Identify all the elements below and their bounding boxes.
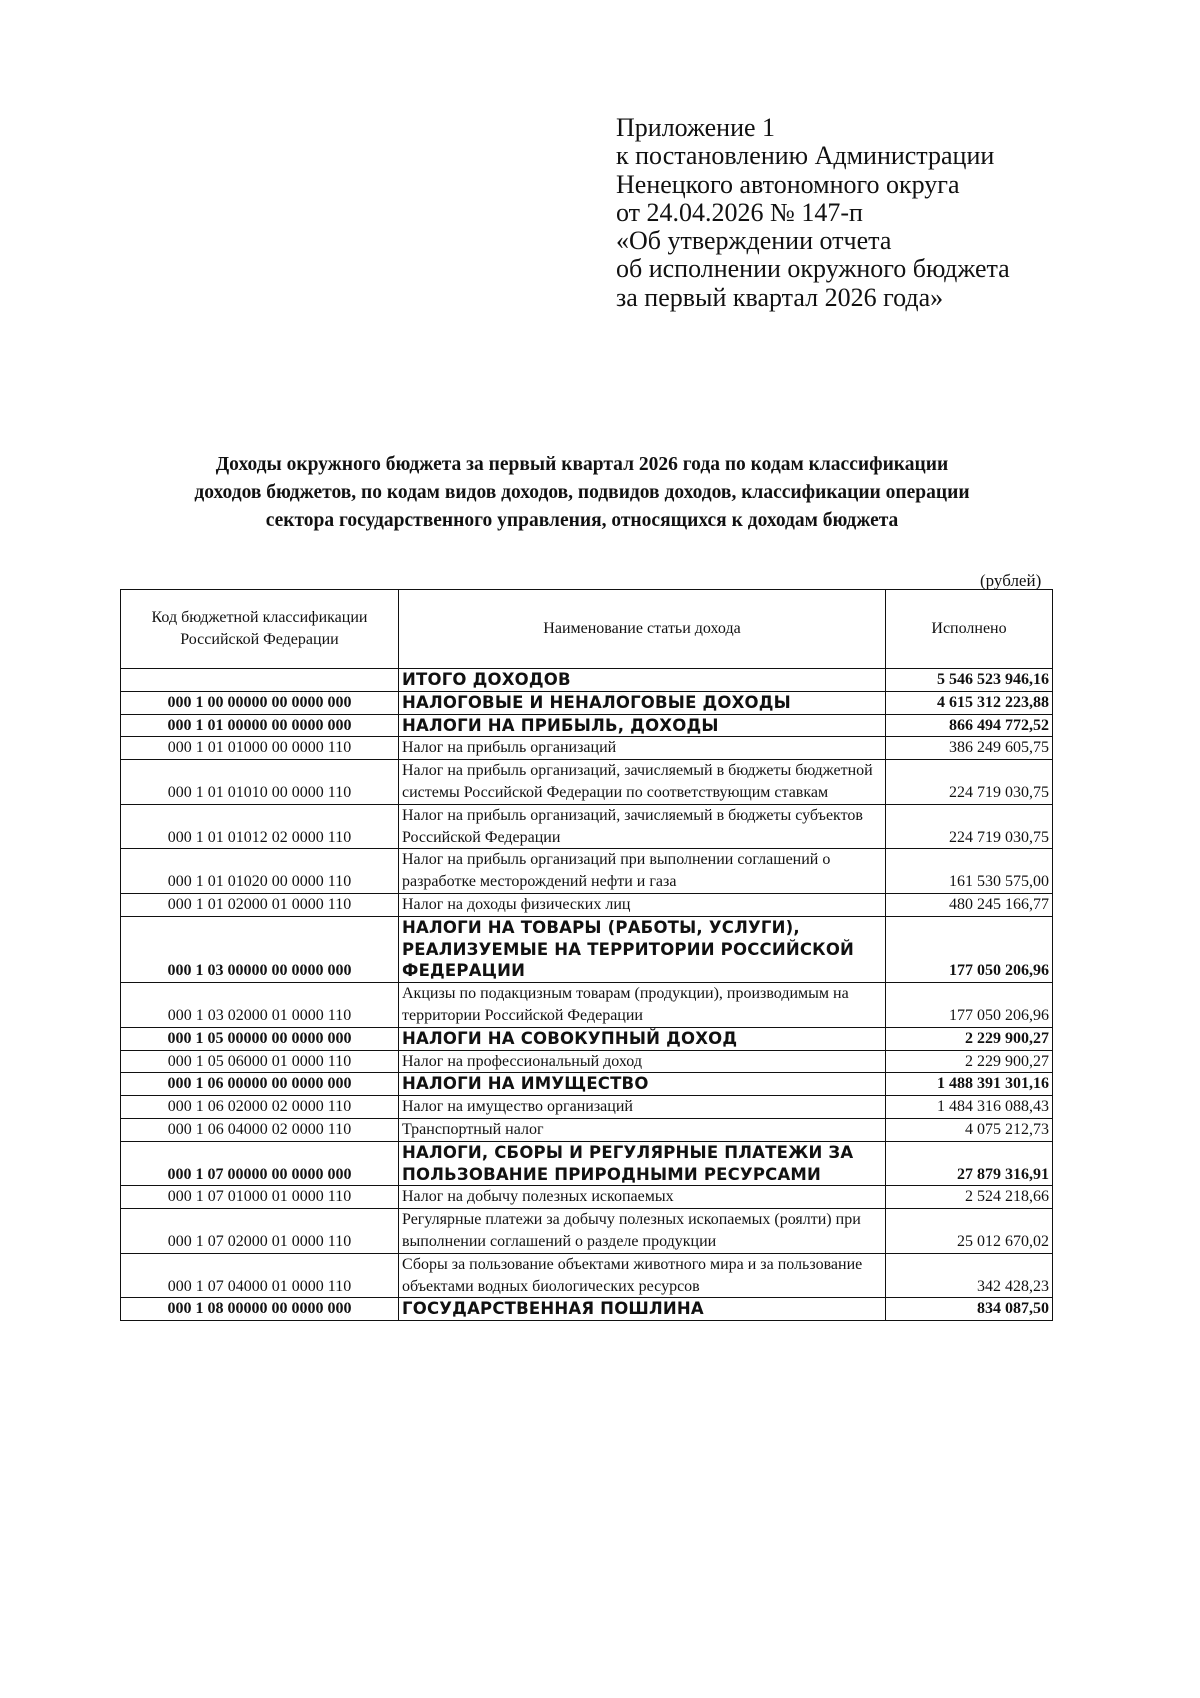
name-cell: Транспортный налог — [399, 1118, 886, 1141]
table-row — [121, 1118, 1053, 1141]
appendix-line: за первый квартал 2026 года» — [616, 282, 944, 312]
name-cell: НАЛОГИ НА СОВОКУПНЫЙ ДОХОД — [399, 1027, 886, 1050]
table-row — [121, 760, 1053, 805]
table-row — [121, 1096, 1053, 1119]
name-cell: Налог на добычу полезных ископаемых — [399, 1186, 886, 1209]
appendix-line: от 24.04.2026 № 147-п — [616, 197, 863, 227]
code-cell: 000 1 01 01012 02 0000 110 — [121, 804, 399, 849]
code-cell: 000 1 08 00000 00 0000 000 — [121, 1298, 399, 1321]
code-cell: 000 1 05 00000 00 0000 000 — [121, 1027, 399, 1050]
code-cell: 000 1 01 00000 00 0000 000 — [121, 714, 399, 737]
amount-cell: 480 245 166,77 — [886, 893, 1053, 916]
appendix-line: к постановлению Администрации — [616, 141, 995, 171]
code-cell: 000 1 05 06000 01 0000 110 — [121, 1050, 399, 1073]
appendix-header — [616, 114, 1010, 312]
amount-cell: 177 050 206,96 — [886, 916, 1053, 982]
code-cell: 000 1 06 04000 02 0000 110 — [121, 1118, 399, 1141]
appendix-line: Приложение 1 — [616, 113, 776, 142]
title-line: сектора государственного управления, относящихся к доходам бюджета — [265, 510, 899, 531]
table-row — [121, 893, 1053, 916]
code-cell: 000 1 03 02000 01 0000 110 — [121, 983, 399, 1028]
name-cell: НАЛОГИ НА ИМУЩЕСТВО — [399, 1073, 886, 1096]
name-cell: Налог на имущество организаций — [399, 1096, 886, 1119]
name-cell: Акцизы по подакцизным товарам (продукции), производимым на территории Российской Федерации — [399, 983, 886, 1028]
amount-cell: 1 484 316 088,43 — [886, 1096, 1053, 1119]
name-cell: ГОСУДАРСТВЕННАЯ ПОШЛИНА — [399, 1298, 886, 1321]
code-cell: 000 1 00 00000 00 0000 000 — [121, 691, 399, 714]
table-row — [121, 983, 1053, 1028]
code-cell: 000 1 01 01000 00 0000 110 — [121, 737, 399, 760]
amount-cell: 5 546 523 946,16 — [886, 669, 1053, 692]
table-row — [121, 1073, 1053, 1096]
table-row — [121, 714, 1053, 737]
name-cell: Налог на профессиональный доход — [399, 1050, 886, 1073]
appendix-line: Ненецкого автономного округа — [616, 169, 960, 199]
header-name: Наименование статьи дохода — [399, 590, 886, 669]
name-cell: Налог на прибыль организаций, зачисляемый в бюджеты бюджетной системы Российской Федерации по соответствующим ставкам — [399, 760, 886, 805]
name-cell: Налог на прибыль организаций — [399, 737, 886, 760]
revenue-table — [120, 589, 1053, 1321]
code-cell: 000 1 01 02000 01 0000 110 — [121, 893, 399, 916]
amount-cell: 4 615 312 223,88 — [886, 691, 1053, 714]
table-row — [121, 691, 1053, 714]
table-row — [121, 1298, 1053, 1321]
code-cell: 000 1 07 00000 00 0000 000 — [121, 1141, 399, 1186]
amount-cell: 2 229 900,27 — [886, 1050, 1053, 1073]
table-row — [121, 804, 1053, 849]
amount-cell: 177 050 206,96 — [886, 983, 1053, 1028]
title-line: Доходы окружного бюджета за первый квартал 2026 года по кодам классификации — [215, 454, 949, 475]
name-cell: НАЛОГОВЫЕ И НЕНАЛОГОВЫЕ ДОХОДЫ — [399, 691, 886, 714]
amount-cell: 161 530 575,00 — [886, 849, 1053, 894]
code-cell: 000 1 07 04000 01 0000 110 — [121, 1253, 399, 1298]
amount-cell: 27 879 316,91 — [886, 1141, 1053, 1186]
appendix-line: «Об утверждении отчета — [616, 226, 892, 256]
name-cell: НАЛОГИ, СБОРЫ И РЕГУЛЯРНЫЕ ПЛАТЕЖИ ЗА ПОЛЬЗОВАНИЕ ПРИРОДНЫМИ РЕСУРСАМИ — [399, 1141, 886, 1186]
amount-cell: 866 494 772,52 — [886, 714, 1053, 737]
amount-cell: 224 719 030,75 — [886, 804, 1053, 849]
name-cell: Сборы за пользование объектами животного мира и за пользование объектами водных биологических ресурсов — [399, 1253, 886, 1298]
amount-cell: 1 488 391 301,16 — [886, 1073, 1053, 1096]
table-body — [121, 669, 1053, 1321]
code-cell: 000 1 07 01000 01 0000 110 — [121, 1186, 399, 1209]
table-row — [121, 1209, 1053, 1254]
code-cell: 000 1 01 01010 00 0000 110 — [121, 760, 399, 805]
appendix-line: об исполнении окружного бюджета — [616, 254, 1010, 284]
name-cell: НАЛОГИ НА ПРИБЫЛЬ, ДОХОДЫ — [399, 714, 886, 737]
name-cell: ИТОГО ДОХОДОВ — [399, 669, 886, 692]
name-cell: Налог на прибыль организаций, зачисляемый в бюджеты субъектов Российской Федерации — [399, 804, 886, 849]
header-amount: Исполнено — [886, 590, 1053, 669]
amount-cell: 2 229 900,27 — [886, 1027, 1053, 1050]
amount-cell: 386 249 605,75 — [886, 737, 1053, 760]
table-row — [121, 1050, 1053, 1073]
table-row — [121, 1253, 1053, 1298]
amount-cell: 224 719 030,75 — [886, 760, 1053, 805]
name-cell: Налог на прибыль организаций при выполнении соглашений о разработке месторождений нефти и газа — [399, 849, 886, 894]
code-cell: 000 1 06 02000 02 0000 110 — [121, 1096, 399, 1119]
table-row — [121, 916, 1053, 982]
amount-cell: 342 428,23 — [886, 1253, 1053, 1298]
title-line: доходов бюджетов, по кодам видов доходов, подвидов доходов, классификации операции — [194, 482, 970, 503]
name-cell: НАЛОГИ НА ТОВАРЫ (РАБОТЫ, УСЛУГИ), РЕАЛИЗУЕМЫЕ НА ТЕРРИТОРИИ РОССИЙСКОЙ ФЕДЕРАЦИИ — [399, 916, 886, 982]
code-cell: 000 1 01 01020 00 0000 110 — [121, 849, 399, 894]
units-label: (рублей) — [980, 571, 1042, 590]
amount-cell: 2 524 218,66 — [886, 1186, 1053, 1209]
amount-cell: 834 087,50 — [886, 1298, 1053, 1321]
name-cell: Регулярные платежи за добычу полезных ископаемых (роялти) при выполнении соглашений о разделе продукции — [399, 1209, 886, 1254]
code-cell: 000 1 06 00000 00 0000 000 — [121, 1073, 399, 1096]
report-title — [110, 451, 1054, 535]
amount-cell: 25 012 670,02 — [886, 1209, 1053, 1254]
table-row — [121, 737, 1053, 760]
code-cell — [121, 669, 399, 692]
header-code: Код бюджетной классификации Российской Федерации — [121, 590, 399, 669]
table-header-row — [121, 590, 1053, 669]
code-cell: 000 1 03 00000 00 0000 000 — [121, 916, 399, 982]
amount-cell: 4 075 212,73 — [886, 1118, 1053, 1141]
table-row — [121, 1141, 1053, 1186]
table-row — [121, 669, 1053, 692]
table-row — [121, 849, 1053, 894]
table-row — [121, 1186, 1053, 1209]
name-cell: Налог на доходы физических лиц — [399, 893, 886, 916]
table-row — [121, 1027, 1053, 1050]
code-cell: 000 1 07 02000 01 0000 110 — [121, 1209, 399, 1254]
